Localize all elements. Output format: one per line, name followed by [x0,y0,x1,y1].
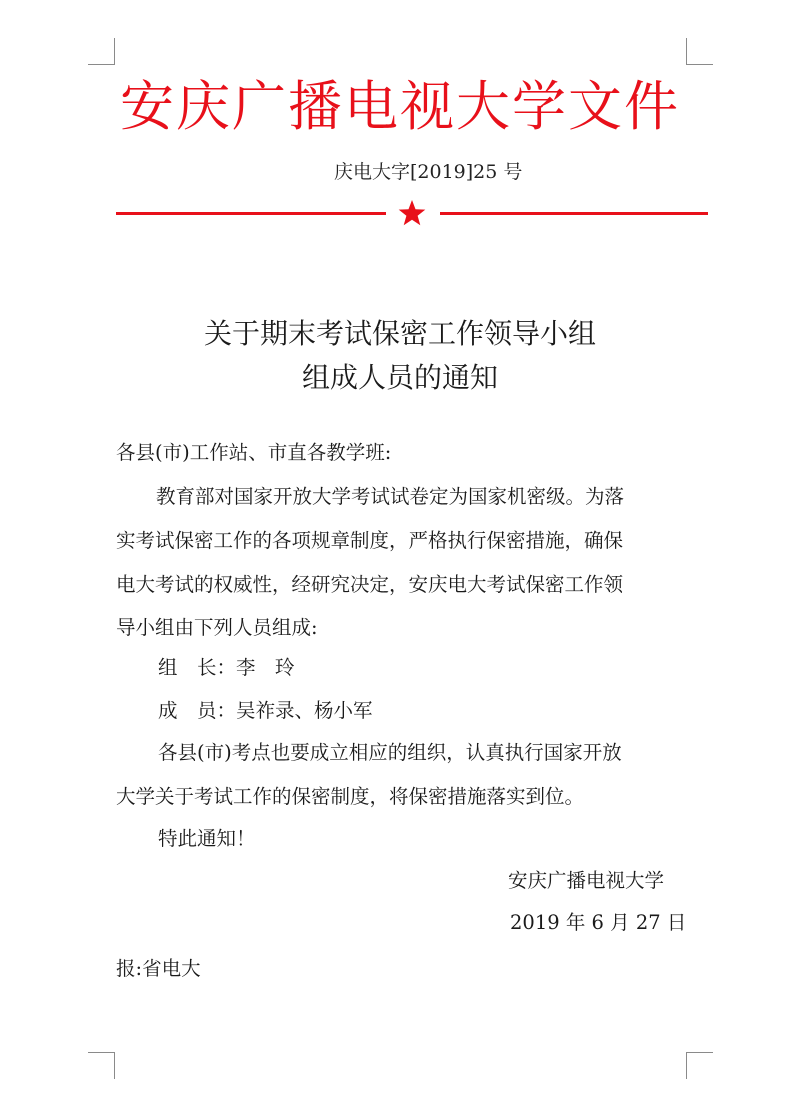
paragraph-line: 实考试保密工作的各项规章制度，严格执行保密措施，确保 [116,529,624,552]
crop-mark-bottom-left [88,1052,115,1079]
closing-line: 特此通知！ [158,827,256,850]
crop-mark-top-left [88,38,115,65]
issuer-signature: 安庆广播电视大学 [508,869,665,892]
red-separator-left [116,212,386,215]
members-line: 成 员：吴祚录、杨小军 [158,699,373,722]
salutation: 各县(市)工作站、市直各教学班: [116,441,392,464]
document-org-title: 安庆广播电视大学文件 [120,75,680,138]
paragraph-line: 导小组由下列人员组成: [116,616,318,639]
report-to: 报:省电大 [116,957,201,980]
document-number: 庆电大字[2019]25 号 [334,161,523,183]
paragraph-line: 电大考试的权威性，经研究决定，安庆电大考试保密工作领 [116,573,624,596]
paragraph-line: 各县(市)考点也要成立相应的组织，认真执行国家开放 [158,741,622,764]
leader-line: 组 长：李 玲 [158,656,295,679]
title-line-1: 关于期末考试保密工作领导小组 [203,317,596,350]
crop-mark-bottom-right [686,1052,713,1079]
title-line-2: 组成人员的通知 [301,361,498,394]
paragraph-line: 大学关于考试工作的保密制度，将保密措施落实到位。 [116,785,585,808]
star-icon [397,198,427,228]
issue-date: 2019 年 6 月 27 日 [510,911,687,934]
paragraph-line: 教育部对国家开放大学考试试卷定为国家机密级。为落 [156,485,625,508]
red-separator-right [440,212,708,215]
crop-mark-top-right [686,38,713,65]
document-title [0,312,800,400]
